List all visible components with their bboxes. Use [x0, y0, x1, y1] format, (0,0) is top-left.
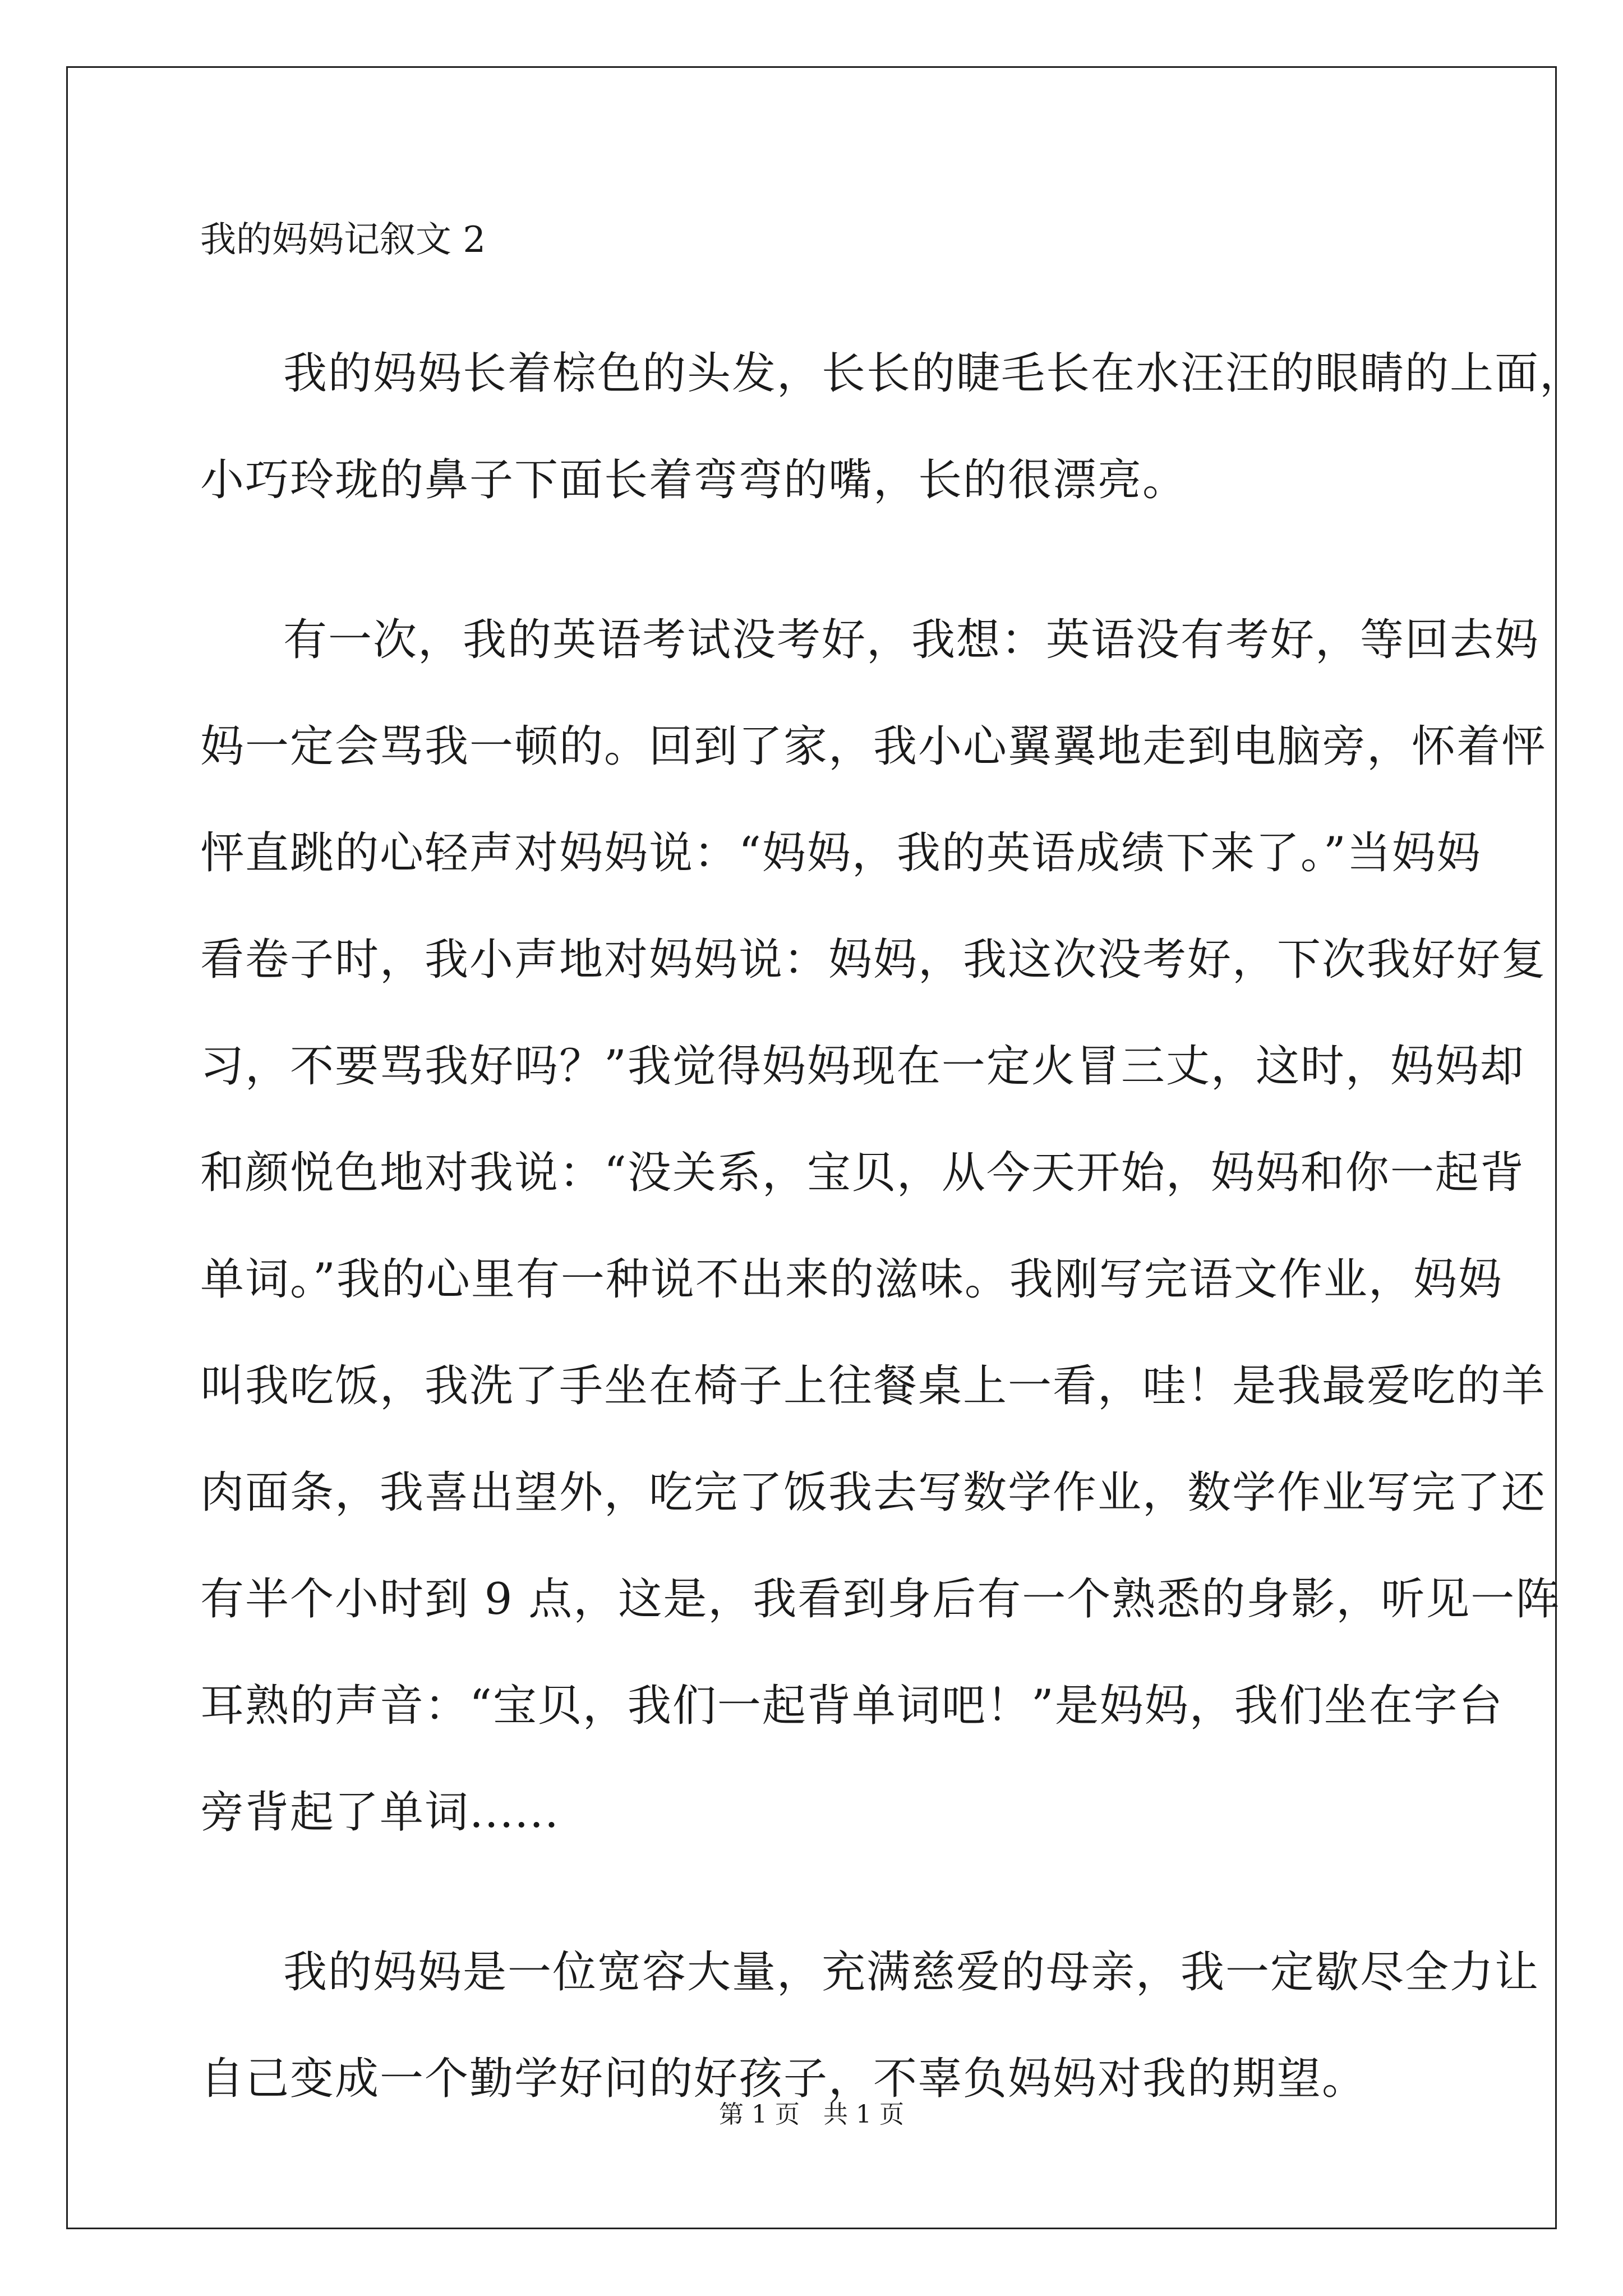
paragraph-line: 我的妈妈是一位宽容大量，充满慈爱的母亲，我一定歇尽全力让	[283, 1947, 1540, 1998]
paragraph-line: 肉面条，我喜出望外，吃完了饭我去写数学作业，数学作业写完了还	[200, 1467, 1547, 1518]
document-body	[200, 213, 1585, 2185]
paragraph-line: 自己变成一个勤学好问的好孩子，不辜负妈妈对我的期望。	[200, 2054, 1367, 2104]
document-title: 我的妈妈记叙文 2	[200, 219, 486, 261]
paragraph-line: 怦直跳的心轻声对妈妈说：“妈妈，我的英语成绩下来了。”当妈妈	[200, 828, 1482, 878]
paragraph-line: 有半个小时到 9 点，这是，我看到身后有一个熟悉的身影，听见一阵	[200, 1574, 1561, 1625]
paragraph-line: 单词。”我的心里有一种说不出来的滋味。我刚写完语文作业，妈妈	[200, 1254, 1503, 1305]
paragraph-1	[200, 320, 1585, 533]
paragraph-line: 小巧玲珑的鼻子下面长着弯弯的嘴，长的很漂亮。	[200, 455, 1188, 505]
paragraph-line: 旁背起了单词......	[200, 1787, 560, 1838]
paragraph-line: 和颜悦色地对我说：“没关系，宝贝，从今天开始，妈妈和你一起背	[200, 1148, 1525, 1198]
paragraph-2	[200, 587, 1561, 1866]
paragraph-line: 有一次，我的英语考试没考好，我想：英语没有考好，等回去妈	[283, 615, 1540, 665]
paragraph-line: 妈一定会骂我一顿的。回到了家，我小心翼翼地走到电脑旁，怀着怦	[200, 721, 1547, 772]
paragraph-line: 叫我吃饭，我洗了手坐在椅子上往餐桌上一看，哇！是我最爱吃的羊	[200, 1361, 1547, 1411]
paragraph-line: 习，不要骂我好吗？”我觉得妈妈现在一定火冒三丈，这时，妈妈却	[200, 1041, 1525, 1092]
paragraph-line: 耳熟的声音：“宝贝，我们一起背单词吧！”是妈妈，我们坐在字台	[200, 1681, 1504, 1731]
paragraph-line: 看卷子时，我小声地对妈妈说：妈妈，我这次没考好，下次我好好复	[200, 935, 1547, 985]
page-number-footer: 第 1 页 共 1 页	[719, 2100, 904, 2129]
paragraph-line: 我的妈妈长着棕色的头发，长长的睫毛长在水汪汪的眼睛的上面，	[283, 348, 1585, 399]
